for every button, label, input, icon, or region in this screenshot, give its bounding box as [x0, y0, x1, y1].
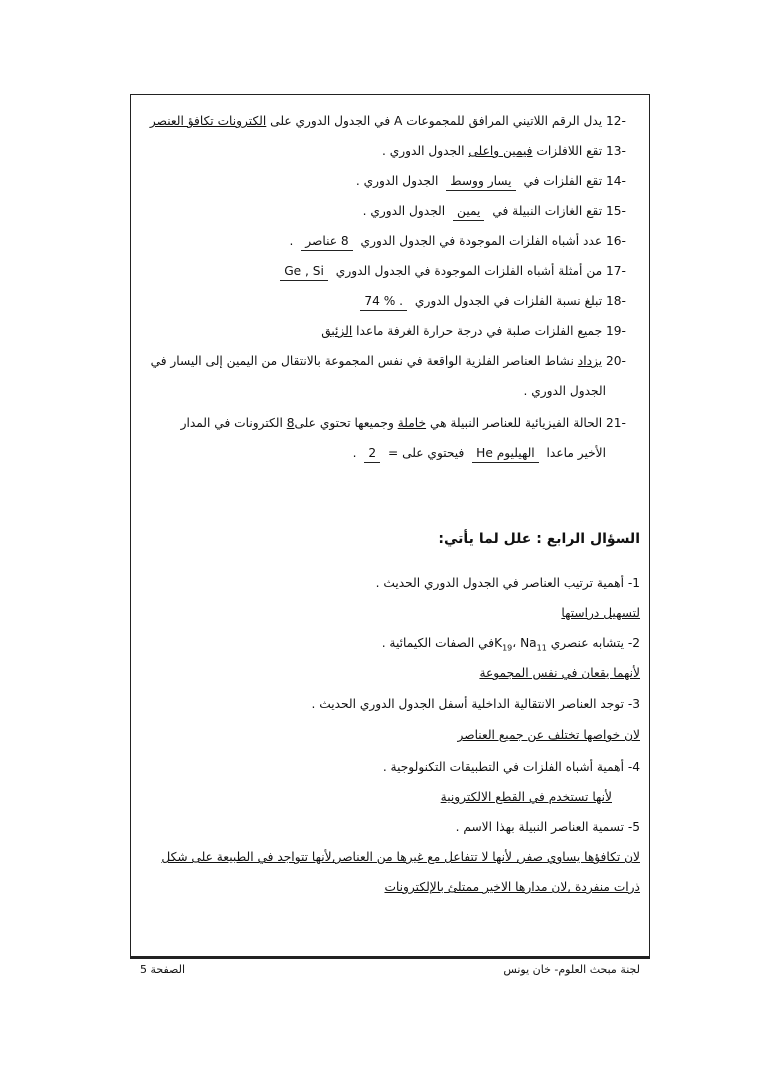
- answer-21c: الهيليوم He: [472, 444, 539, 463]
- answer-15: يمين: [453, 202, 484, 221]
- item-21-line2: الأخير ماعدا الهيليوم He فيحتوي على = 2 .: [140, 444, 606, 463]
- q4-item-1: 1- أهمية ترتيب العناصر في الجدول الدوري الحديث .: [375, 576, 640, 590]
- answer-12: الكترونات تكافؤ العنصر: [149, 114, 267, 128]
- document-body: [140, 104, 640, 924]
- q4-item-3: 3- توجد العناصر الانتقالية الداخلية أسفل الجدول الدوري الحديث .: [311, 697, 640, 711]
- item-16: -16 عدد أشباه الفلزات الموجودة في الجدول الدوري 8 عناصر .: [140, 232, 640, 251]
- answer-14: يسار ووسط: [446, 172, 515, 191]
- q4-answer-2: لأنهما يقعان في نفس المجموعة: [479, 666, 640, 680]
- q4-answer-3: لان خواصها تختلف عن جميع العناصر: [457, 728, 640, 742]
- item-17: -17 من أمثلة أشباه الفلزات الموجودة في الجدول الدوري Ge , Si: [140, 262, 640, 281]
- item-20-line2: الجدول الدوري .: [523, 384, 606, 398]
- item-21: -21 الحالة الفيزيائية للعناصر النبيلة هي خاملة وجميعها تحتوي على8 الكترونات في المدار: [180, 416, 626, 430]
- q4-answer-5-line1: لان تكافؤها يساوي صفر, لأنها لا تتفاعل مع غيرها من العناصر,لأنها تتواجد في الطبيعة على شكل: [161, 850, 640, 864]
- item-19: -19 جميع الفلزات صلبة في درجة حرارة الغرفة ماعدا الزئبق: [321, 324, 626, 338]
- q4-item-2: 2- يتشابه عنصري $K_{19}،$ $Na_{11}في$ الصفات الكيمائية .: [381, 636, 640, 653]
- item-13: -13 تقع اللافلزات فيمين واعلى الجدول الدوري .: [381, 144, 626, 158]
- footer-page-number: الصفحة 5: [140, 963, 186, 976]
- symbol-k: K: [494, 636, 503, 650]
- q4-answer-1: لتسهيل دراستها: [561, 606, 640, 620]
- footer-committee: لجنة مبحث العلوم- خان يونس: [503, 963, 640, 976]
- answer-21d: 2: [364, 444, 380, 463]
- q4-item-4: 4- أهمية أشباه الفلزات في التطبيقات التكنولوجية .: [382, 760, 640, 774]
- item-15: -15 تقع الغازات النبيلة في يمين الجدول الدوري .: [140, 202, 640, 221]
- answer-21b: 8: [286, 416, 295, 430]
- footer-rule: [130, 957, 650, 959]
- item-14: -14 تقع الفلزات في يسار ووسط الجدول الدوري .: [140, 172, 640, 191]
- item-20: -20 يزداد نشاط العناصر الفلزية الواقعة في نفس المجموعة بالانتقال من اليمين إلى اليسار في: [150, 354, 626, 368]
- item-12: -12 يدل الرقم اللاتيني المرافق للمجموعات A في الجدول الدوري على الكترونات تكافؤ العنصر: [149, 114, 626, 128]
- answer-13: فيمين واعلى: [468, 144, 533, 158]
- answer-21a: خاملة: [397, 416, 427, 430]
- q4-answer-5-line2: ذرات منفردة ,لان مدارها الاخير ممتلئ بالإلكترونات: [384, 880, 640, 894]
- q4-answer-4: لأنها تستخدم في القطع الالكترونية: [440, 790, 612, 804]
- answer-17: Ge , Si: [280, 262, 328, 281]
- answer-20: يزداد: [577, 354, 603, 368]
- q4-item-5: 5- تسمية العناصر النبيلة بهذا الاسم .: [455, 820, 640, 834]
- answer-18: 74 % .: [360, 292, 407, 311]
- answer-16: 8 عناصر: [301, 232, 352, 251]
- question-4-heading: السؤال الرابع : علل لما يأتي:: [438, 531, 640, 547]
- symbol-na: Na: [520, 636, 537, 650]
- item-18: -18 تبلغ نسبة الفلزات في الجدول الدوري 74 % .: [140, 292, 640, 311]
- answer-19: الزئبق: [321, 324, 353, 338]
